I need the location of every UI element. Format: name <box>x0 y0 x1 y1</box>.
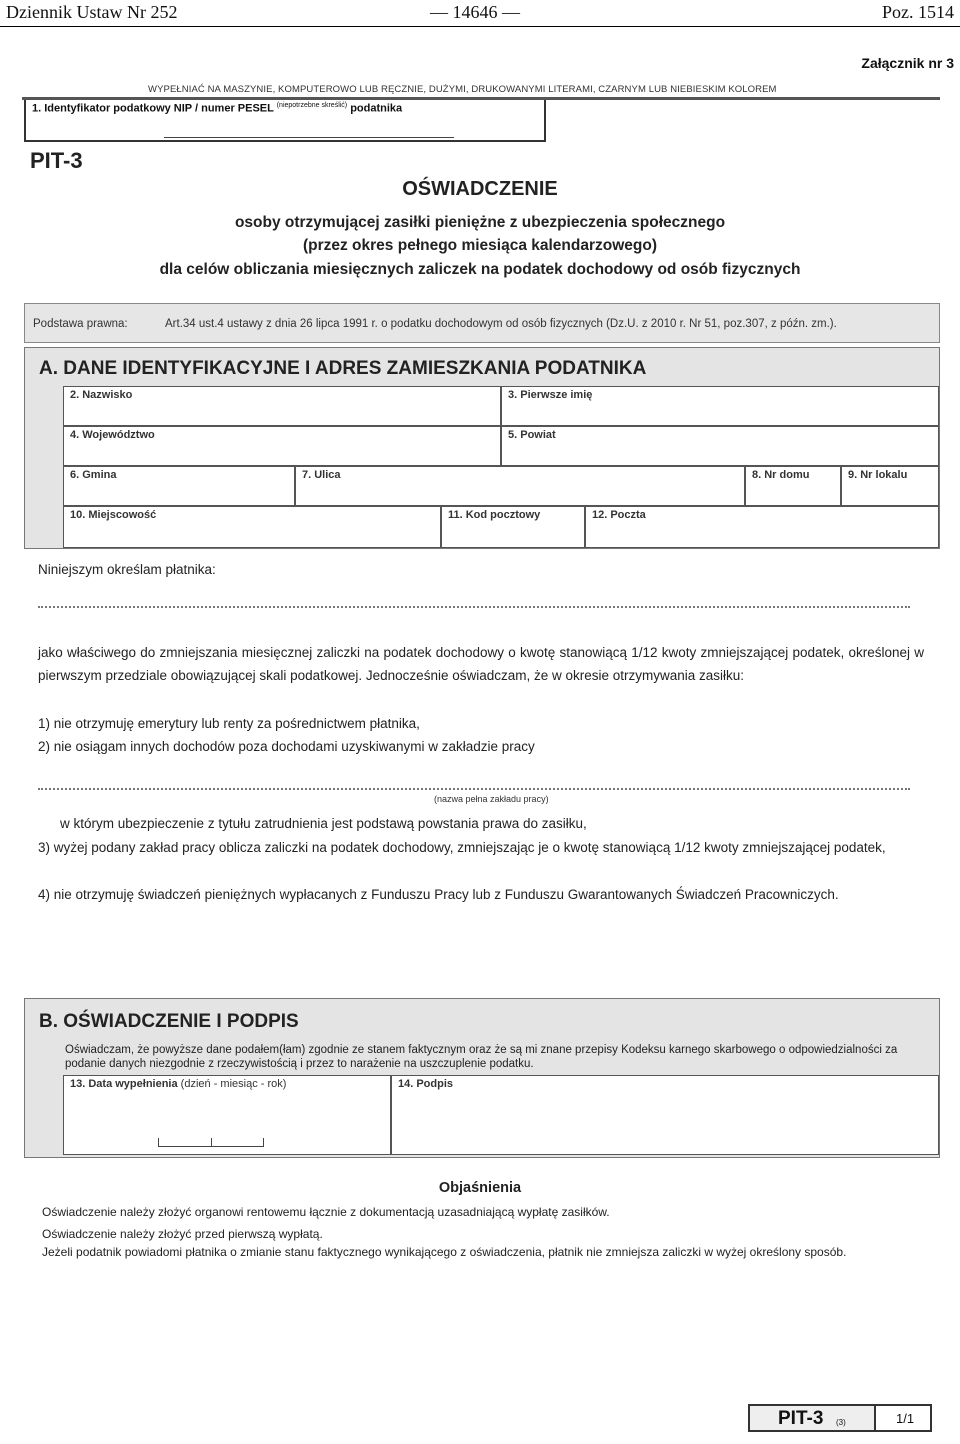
journal-title: Dziennik Ustaw Nr 252 <box>6 2 178 22</box>
signature-field[interactable]: 14. Podpis <box>391 1075 939 1155</box>
taxpayer-id-label: 1. Identyfikator podatkowy NIP / numer PESEL $^{(niepotrzebne skreślić)}$ podatnika <box>32 102 403 115</box>
form-subtitle-3: dla celów obliczania miesięcznych zaliczek na podatek dochodowy od osób fizycznych <box>159 261 801 278</box>
declaration-item-2-cont: w którym ubezpieczenie z tytułu zatrudnienia jest podstawą powstania prawa do zasiłku, <box>60 816 587 831</box>
form-footer <box>748 1404 932 1432</box>
form-title: OŚWIADCZENIE <box>402 178 558 200</box>
explanations-title: Objaśnienia <box>438 1180 522 1196</box>
form-subtitle-2: (przez okres pełnego miesiąca kalendarzowego) <box>302 237 658 254</box>
explanation-1: Oświadczenie należy złożyć organowi rentowemu łącznie z dokumentacją uzasadniającą wypłatę zasiłków. <box>42 1205 610 1219</box>
house-number-field[interactable]: 8. Nr domu <box>745 466 841 506</box>
postal-code-field[interactable]: 11. Kod pocztowy <box>441 506 585 548</box>
surname-field[interactable]: 2. Nazwisko <box>63 386 501 426</box>
footer-code: PIT-3 <box>778 1408 824 1429</box>
apartment-number-field[interactable]: 9. Nr lokalu <box>841 466 939 506</box>
first-name-field[interactable]: 3. Pierwsze imię <box>501 386 939 426</box>
section-b-statement: Oświadczam, że powyższe dane podałem(łam) zgodnie ze stanem faktycznym oraz że są mi znane przepisy Kodeksu karnego skarbowego o odpowiedzialności za podanie danych niezgodnie z rzeczywistością i przez to narażenie na uszczuplenie podatku. <box>65 1044 898 1070</box>
page-number: — 14646 — <box>430 2 520 22</box>
legal-basis-box <box>24 303 940 343</box>
footer-version: (3) <box>836 1418 846 1427</box>
post-office-field[interactable]: 12. Poczta <box>585 506 939 548</box>
date-field[interactable]: 13. Data wypełnienia (dzień - miesiąc - rok) <box>63 1075 391 1155</box>
declaration-item-1: 1) nie otrzymuję emerytury lub renty za pośrednictwem płatnika, <box>38 716 420 731</box>
form-code: PIT-3 <box>30 148 83 173</box>
employer-caption: (nazwa pełna zakładu pracy) <box>434 794 549 804</box>
position-number: Poz. 1514 <box>882 2 954 22</box>
header-rule <box>0 26 960 27</box>
section-a-title: A. DANE IDENTYFIKACYJNE I ADRES ZAMIESZKANIA PODATNIKA <box>39 358 647 379</box>
explanation-3: Jeżeli podatnik powiadomi płatnika o zmianie stanu faktycznego wynikającego z oświadczenia, płatnik nie zmniejsza zaliczki w wyżej określony sposób. <box>42 1245 847 1259</box>
form-subtitle-1: osoby otrzymującej zasiłki pieniężne z ubezpieczenia społecznego <box>234 214 726 231</box>
taxpayer-id-box[interactable] <box>24 100 546 142</box>
declaration-item-4: 4) nie otrzymuję świadczeń pieniężnych wypłacanych z Funduszu Pracy lub z Funduszu Gwarantowanych Świadczeń Pracowniczych. <box>38 887 839 902</box>
employer-name-line[interactable] <box>38 786 910 790</box>
footer-pages: 1/1 <box>896 1411 915 1426</box>
explanation-2: Oświadczenie należy złożyć przed pierwszą wypłatą. <box>42 1227 323 1241</box>
section-b <box>24 998 940 1158</box>
voivodeship-field[interactable]: 4. Województwo <box>63 426 501 466</box>
taxpayer-id-cells[interactable] <box>164 131 454 138</box>
commune-field[interactable]: 6. Gmina <box>63 466 295 506</box>
declaration-paragraph: jako właściwego do zmniejszania miesięcznej zaliczki na podatek dochodowy o kwotę stanowiącą 1/12 kwoty zmniejszającej podatek, określonej w pierwszym przedziale obowiązującej skali podatkowej. Jednocześnie oświadczam, że w okresie otrzymywania zasiłku: <box>38 645 924 683</box>
city-field[interactable]: 10. Miejscowość <box>63 506 441 548</box>
legal-basis-label: Podstawa prawna: <box>33 318 128 330</box>
legal-basis-text: Art.34 ust.4 ustawy z dnia 26 lipca 1991 r. o podatku dochodowym od osób fizycznych (Dz.U. z 2010 r. Nr 51, poz.307, z późn. zm.). <box>165 318 837 330</box>
section-a <box>24 347 940 549</box>
declaration-item-2: 2) nie osiągam innych dochodów poza dochodami uzyskiwanymi w zakładzie pracy <box>38 739 535 754</box>
street-field[interactable]: 7. Ulica <box>295 466 745 506</box>
fill-instruction: WYPEŁNIAĆ NA MASZYNIE, KOMPUTEROWO LUB RĘCZNIE, DUŻYMI, DRUKOWANYMI LITERAMI, CZARNYM LUB NIEBIESKIM KOLOREM <box>148 84 777 95</box>
attachment-label: Załącznik nr 3 <box>861 55 954 71</box>
section-b-title: B. OŚWIADCZENIE I PODPIS <box>39 1011 299 1032</box>
declaration-item-3: 3) wyżej podany zakład pracy oblicza zaliczki na podatek dochodowy, zmniejszając je o kwotę stanowiącą 1/12 kwoty zmniejszającej podatek, <box>38 840 886 855</box>
payer-name-line[interactable] <box>38 604 910 608</box>
district-field[interactable]: 5. Powiat <box>501 426 939 466</box>
payer-intro: Niniejszym określam płatnika: <box>38 562 216 577</box>
